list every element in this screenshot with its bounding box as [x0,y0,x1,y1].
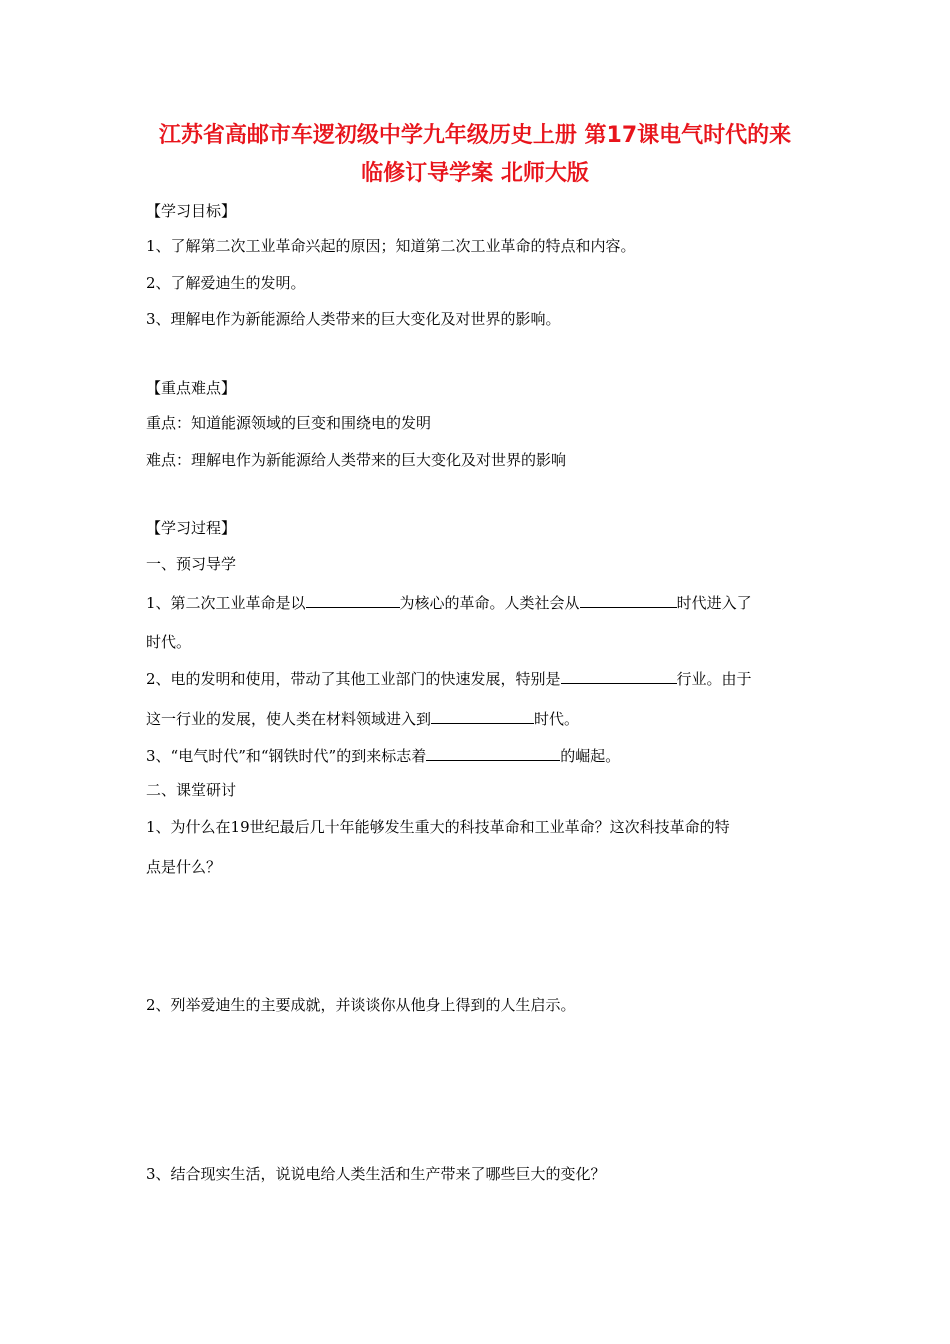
discussion-question-1-line-1: 1、为什么在19世纪最后几十年能够发生重大的科技革命和工业革命？这次科技革命的特 [146,818,730,836]
q1-text-b: 为核心的革命。人类社会从 [399,594,580,612]
q3-text-b: 的崛起。 [560,747,621,765]
q2-text-a: 2、电的发明和使用，带动了其他工业部门的快速发展，特别是 [146,670,561,688]
q1-text-d: 时代。 [146,633,192,651]
q2-text-c: 这一行业的发展，使人类在材料领域进入到 [146,710,432,728]
q2-blank-2[interactable] [431,707,534,724]
objectives-heading: 【学习目标】 [146,202,237,220]
preview-section-heading: 一、预习导学 [146,555,237,573]
process-heading: 【学习过程】 [146,519,237,537]
discussion-question-2: 2、列举爱迪生的主要成就，并谈谈你从他身上得到的人生启示。 [146,996,576,1014]
discussion-section-heading: 二、课堂研讨 [146,781,237,799]
discussion-question-1-line-2: 点是什么？ [146,858,222,876]
document-title-line-2: 临修订导学案 北师大版 [361,161,589,186]
q1-blank-2[interactable] [580,591,677,608]
q1-text-a: 1、第二次工业革命是以 [146,594,306,612]
q3-text-a: 3、“电气时代”和“钢铁时代”的到来标志着 [146,747,427,765]
preview-question-3 [146,744,620,766]
q2-blank-1[interactable] [561,667,677,684]
difficulty-text: 难点：理解电作为新能源给人类带来的巨大变化及对世界的影响 [146,451,567,469]
objective-item-3: 3、理解电作为新能源给人类带来的巨大变化及对世界的影响。 [146,310,561,328]
document-title-line-1: 江苏省高邮市车逻初级中学九年级历史上册 第17课电气时代的来 [158,123,792,148]
preview-question-1 [146,591,752,613]
preview-question-1-cont [146,631,191,652]
q2-text-d: 时代。 [534,710,580,728]
discussion-question-3: 3、结合现实生活，说说电给人类生活和生产带来了哪些巨大的变化？ [146,1165,606,1183]
objective-item-1: 1、了解第二次工业革命兴起的原因；知道第二次工业革命的特点和内容。 [146,237,636,255]
key-point-text: 重点：知道能源领域的巨变和围绕电的发明 [146,414,432,432]
preview-question-2 [146,667,752,689]
q1-blank-1[interactable] [306,591,400,608]
objective-item-2: 2、了解爱迪生的发明。 [146,274,306,292]
preview-question-2-cont [146,707,579,729]
q2-text-b: 行业。由于 [676,670,752,688]
q1-text-c: 时代进入了 [676,594,752,612]
q3-blank-1[interactable] [426,744,560,761]
key-points-heading: 【重点难点】 [146,379,237,397]
